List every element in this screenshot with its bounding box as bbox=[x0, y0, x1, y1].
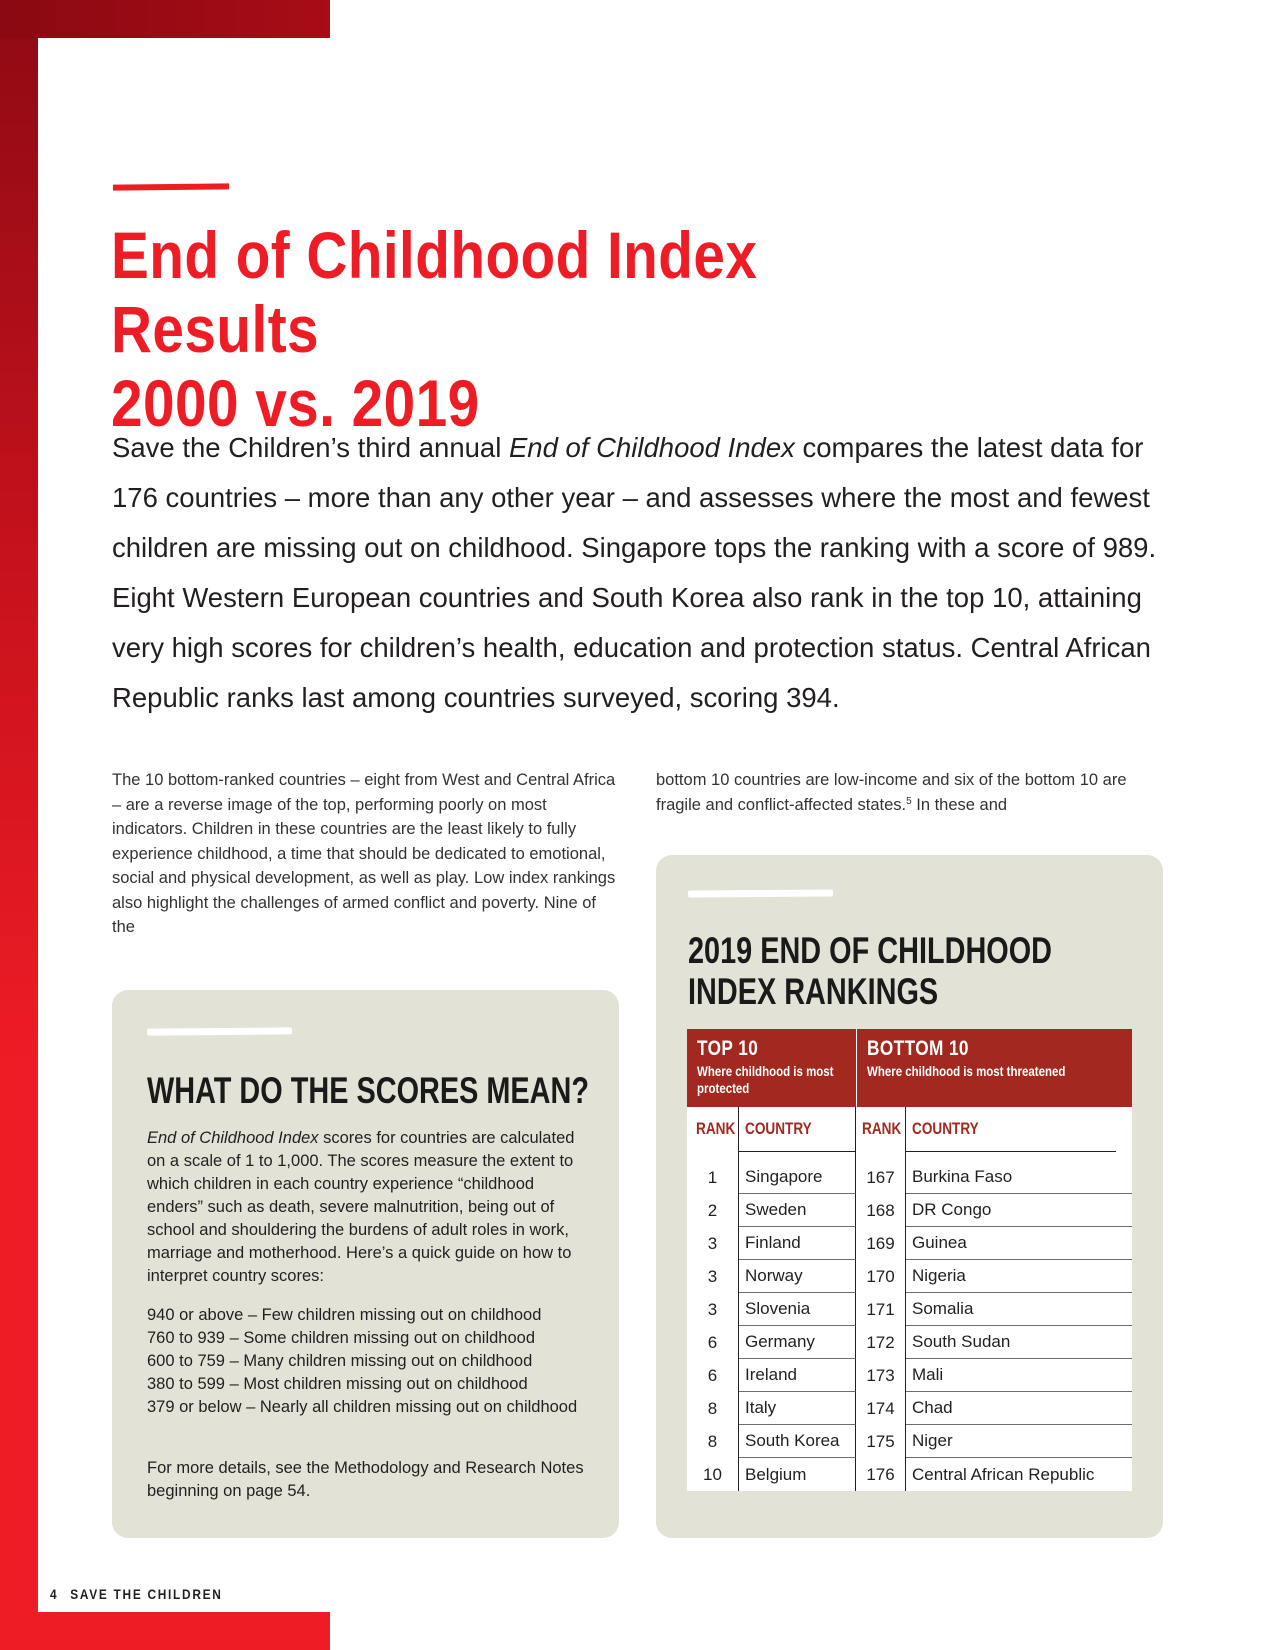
top-rank-cell: 6 bbox=[687, 1359, 739, 1392]
bottom-red-bar bbox=[0, 1612, 330, 1650]
bottom-country-cell: Nigeria bbox=[906, 1260, 1132, 1293]
intro-paragraph: Save the Children’s third annual End of Childhood Index compares the latest data for 176 countries – more than any other year – and assesses where the most and fewest children are missing out on childhood. Singapore tops the ranking with a score of 989. Eight Western European countries and South Korea also rank in the top 10, attaining very high scores for children’s health, education and protection status. Central African Republic ranks last among countries surveyed, scoring 394. bbox=[112, 432, 1157, 713]
scores-info-box bbox=[112, 990, 619, 1538]
top-country-cell: Belgium bbox=[739, 1458, 856, 1491]
table-row bbox=[687, 1392, 1132, 1425]
bottom-rank-cell: 173 bbox=[856, 1359, 906, 1392]
bottom-country-cell: Chad bbox=[906, 1392, 1132, 1425]
score-guide-item: 379 or below – Nearly all children missing out on childhood bbox=[147, 1398, 578, 1416]
top-country-cell: Finland bbox=[739, 1227, 856, 1260]
methodology-note: For more details, see the Methodology and Research Notes beginning on page 54. bbox=[147, 1459, 584, 1500]
rankings-heading: 2019 END OF CHILDHOOD INDEX RANKINGS bbox=[688, 930, 1053, 1012]
rankings-box bbox=[656, 855, 1163, 1538]
top-rank-cell: 1 bbox=[687, 1161, 739, 1194]
top-country-cell: Germany bbox=[739, 1326, 856, 1359]
top-country-cell: South Korea bbox=[739, 1425, 856, 1458]
col-rank-top: RANK bbox=[696, 1119, 736, 1138]
bottom-rank-cell: 176 bbox=[856, 1458, 906, 1491]
col-country-bottom: COUNTRY bbox=[912, 1119, 979, 1138]
bottom-rank-cell: 172 bbox=[856, 1326, 906, 1359]
top-rank-cell: 2 bbox=[687, 1194, 739, 1227]
score-guide-item: 760 to 939 – Some children missing out on childhood bbox=[147, 1329, 535, 1347]
top-red-bar bbox=[0, 0, 330, 38]
score-guide-item: 600 to 759 – Many children missing out on childhood bbox=[147, 1352, 533, 1370]
top-rank-cell: 6 bbox=[687, 1326, 739, 1359]
title-accent-dash bbox=[113, 183, 229, 190]
body-column-2: bottom 10 countries are low-income and six of the bottom 10 are fragile and conflict-affected states.$^5$ In these and bbox=[656, 771, 1127, 814]
bottom-rank-cell: 168 bbox=[856, 1194, 906, 1227]
bottom-rank-cell: 169 bbox=[856, 1227, 906, 1260]
bottom-country-cell: Central African Republic bbox=[912, 1464, 1095, 1484]
left-red-bar bbox=[0, 0, 38, 1650]
top-country-cell: Sweden bbox=[739, 1194, 856, 1227]
top-rank-cell: 8 bbox=[687, 1425, 739, 1458]
bottom-rank-cell: 171 bbox=[856, 1293, 906, 1326]
top-10-header: TOP 10 Where childhood is most protected bbox=[687, 1029, 857, 1107]
box-accent-dash bbox=[147, 1027, 292, 1035]
table-row bbox=[687, 1194, 1132, 1227]
bottom-country-cell: Burkina Faso bbox=[906, 1161, 1132, 1194]
bottom-country-cell: Guinea bbox=[906, 1227, 1132, 1260]
top-rank-cell: 8 bbox=[687, 1392, 739, 1425]
score-guide-item: 940 or above – Few children missing out on childhood bbox=[147, 1306, 542, 1324]
bottom-rank-cell: 174 bbox=[856, 1392, 906, 1425]
bottom-country-cell: South Sudan bbox=[906, 1326, 1132, 1359]
title-line-1: End of Childhood Index Results bbox=[111, 218, 758, 366]
page-footer bbox=[50, 1586, 223, 1602]
table-row bbox=[687, 1458, 1132, 1491]
table-row bbox=[687, 1326, 1132, 1359]
table-row bbox=[687, 1293, 1132, 1326]
top-rank-cell: 10 bbox=[687, 1458, 739, 1491]
rankings-rows bbox=[687, 1161, 1132, 1491]
top-country-cell: Norway bbox=[739, 1260, 856, 1293]
scores-description: End of Childhood Index scores for countries are calculated on a scale of 1 to 1,000. The scores measure the extent to which children in each country experience “childhood enders” such as death, severe malnutrition, being out of school and shouldering the burdens of adult roles in work, marriage and motherhood. Here’s a quick guide on how to interpret country scores: bbox=[147, 1129, 575, 1285]
bottom-country-cell: Mali bbox=[906, 1359, 1132, 1392]
index-name-italic: End of Childhood Index bbox=[508, 432, 795, 463]
bottom-10-header: BOTTOM 10 Where childhood is most threatened bbox=[866, 1037, 1066, 1079]
rankings-table bbox=[687, 1029, 1132, 1491]
score-guide-item: 380 to 599 – Most children missing out on childhood bbox=[147, 1375, 528, 1393]
col-rank-bottom: RANK bbox=[862, 1119, 902, 1138]
table-row bbox=[687, 1161, 1132, 1194]
page-number: 4 bbox=[50, 1586, 59, 1602]
top-country-cell: Ireland bbox=[739, 1359, 856, 1392]
box-accent-dash bbox=[688, 889, 833, 897]
bottom-country-cell: DR Congo bbox=[906, 1194, 1132, 1227]
table-row bbox=[687, 1425, 1132, 1458]
bottom-country-cell: Niger bbox=[906, 1425, 1132, 1458]
scores-heading: WHAT DO THE SCORES MEAN? bbox=[147, 1070, 589, 1111]
page-title bbox=[111, 218, 937, 440]
bottom-rank-cell: 170 bbox=[856, 1260, 906, 1293]
footer-org: SAVE THE CHILDREN bbox=[70, 1586, 223, 1602]
column-headers bbox=[687, 1107, 1132, 1151]
top-rank-cell: 3 bbox=[687, 1227, 739, 1260]
top-country-cell: Slovenia bbox=[739, 1293, 856, 1326]
top-country-cell: Italy bbox=[739, 1392, 856, 1425]
top-rank-cell: 3 bbox=[687, 1293, 739, 1326]
bottom-rank-cell: 167 bbox=[856, 1161, 906, 1194]
col-country-top: COUNTRY bbox=[745, 1119, 812, 1138]
top-country-cell: Singapore bbox=[739, 1161, 856, 1194]
table-row bbox=[687, 1260, 1132, 1293]
table-row bbox=[687, 1227, 1132, 1260]
rankings-table-header bbox=[687, 1029, 1132, 1107]
body-column-1: The 10 bottom-ranked countries – eight from West and Central Africa – are a reverse image of the top, performing poorly on most indicators. Children in these countries are the least likely to fully experience childhood, a time that should be dedicated to emotional, social and physical development, as well as play. Low index rankings also highlight the challenges of armed conflict and poverty. Nine of the bbox=[112, 771, 616, 936]
score-guide bbox=[147, 1304, 587, 1419]
bottom-country-cell: Somalia bbox=[906, 1293, 1132, 1326]
bottom-rank-cell: 175 bbox=[856, 1425, 906, 1458]
table-row bbox=[687, 1359, 1132, 1392]
title-line-2: 2000 vs. 2019 bbox=[111, 366, 480, 440]
footnote-ref: 5 bbox=[906, 795, 912, 807]
top-rank-cell: 3 bbox=[687, 1260, 739, 1293]
